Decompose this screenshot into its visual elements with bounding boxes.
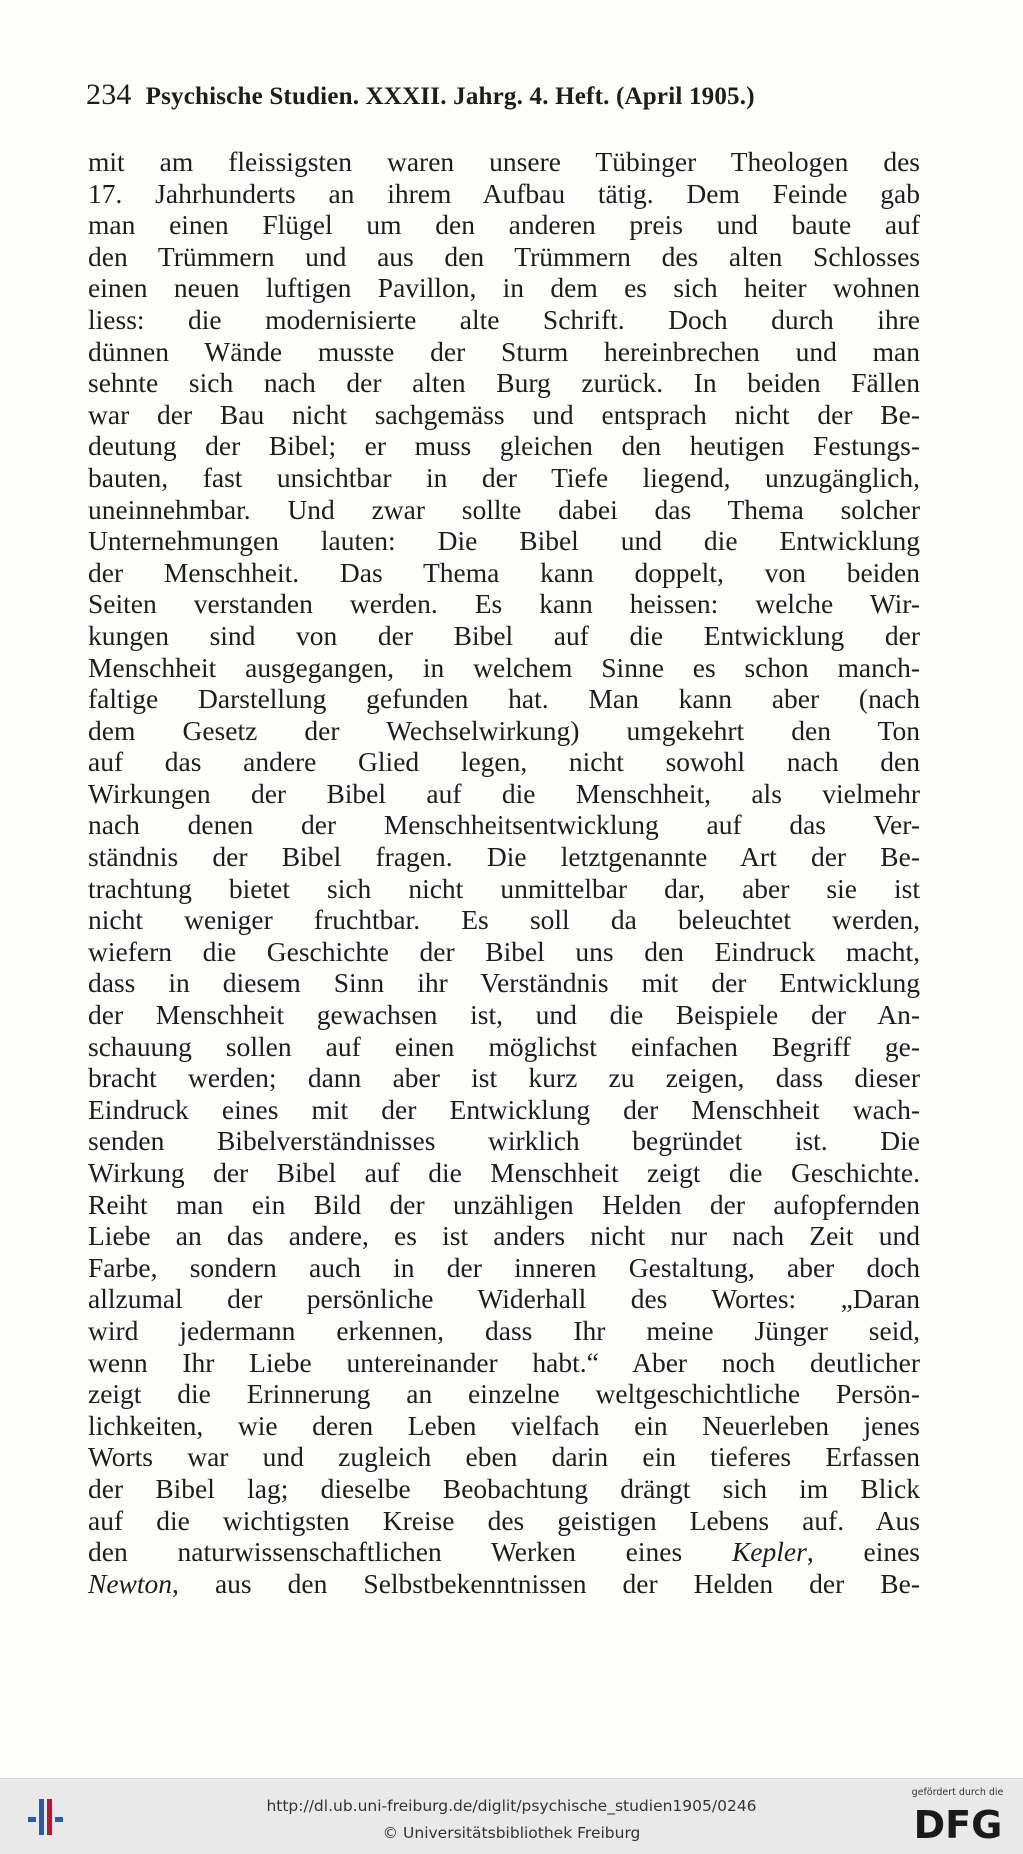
text-line: uneinnehmbar. Und zwar sollte dabei das Thema solcher — [88, 493, 920, 525]
text-line: Wirkungen der Bibel auf die Menschheit, als vielmehr — [88, 777, 920, 809]
dfg-logo-text: DFG — [913, 1803, 1002, 1844]
text-line: wenn Ihr Liebe untereinander habt.“ Aber noch deutlicher — [88, 1346, 920, 1378]
text-line: liess: die modernisierte alte Schrift. Doch durch ihre — [88, 303, 920, 335]
text-line: war der Bau nicht sachgemäss und entsprach nicht der Be- — [88, 398, 920, 430]
text-line: Wirkung der Bibel auf die Menschheit zeigt die Geschichte. — [88, 1157, 920, 1188]
text-line: ständnis der Bibel fragen. Die letztgenannte Art der Be- — [88, 841, 920, 873]
text-line: wird jedermann erkennen, dass Ihr meine Jünger seid, — [88, 1314, 920, 1346]
text-line: dem Gesetz der Wechselwirkung) umgekehrt den Ton — [88, 714, 920, 746]
text-line: dass in diesem Sinn ihr Verständnis mit der Entwicklung — [88, 967, 920, 999]
running-head — [86, 78, 866, 112]
text-line: Reiht man ein Bild der unzähligen Helden der aufopfernden — [88, 1188, 920, 1220]
text-line: faltige Darstellung gefunden hat. Man kann aber (nach — [88, 683, 920, 715]
text-line: den Trümmern und aus den Trümmern des alten Schlosses — [88, 240, 920, 272]
text-line: Seiten verstanden werden. Es kann heissen: welche Wir- — [88, 588, 920, 620]
text-line: bauten, fast unsichtbar in der Tiefe liegend, unzugänglich, — [88, 461, 920, 493]
text-line-46 — [88, 1568, 920, 1600]
text-line: Farbe, sondern auch in der inneren Gestaltung, aber doch — [88, 1251, 920, 1283]
text-line: lichkeiten, wie deren Leben vielfach ein Neuerleben jenes — [88, 1409, 920, 1441]
text-line: der Bibel lag; dieselbe Beobachtung drängt sich im Blick — [88, 1472, 920, 1504]
text-line: auf das andere Glied legen, nicht sowohl nach den — [88, 746, 920, 778]
sponsor-caption: gefördert durch die — [911, 1787, 1004, 1798]
text-line-45 — [88, 1536, 920, 1568]
text-line: sehnte sich nach der alten Burg zurück. In beiden Fällen — [88, 367, 920, 399]
text-line: zeigt die Erinnerung an einzelne weltgeschichtliche Persön- — [88, 1378, 920, 1410]
text-line: bracht werden; dann aber ist kurz zu zeigen, dass dieser — [88, 1062, 920, 1094]
text-line: auf die wichtigsten Kreise des geistigen Lebens auf. Aus — [88, 1504, 920, 1536]
text-line: senden Bibelverständnisses wirklich begründet ist. Die — [88, 1125, 920, 1157]
permalink-link[interactable]: http://dl.ub.uni-freiburg.de/diglit/psychische_studien1905/0246 — [266, 1797, 757, 1815]
text-line: der Menschheit gewachsen ist, und die Beispiele der An- — [88, 999, 920, 1031]
body-text — [88, 146, 920, 1599]
text-line: Menschheit ausgegangen, in welchem Sinne es schon manch- — [88, 651, 920, 683]
italic-name-newton: Newton — [88, 1567, 173, 1599]
text-line: dünnen Wände musste der Sturm hereinbrechen und man — [88, 335, 920, 367]
text-line: schauung sollen auf einen möglichst einfachen Begriff ge- — [88, 1030, 920, 1062]
text-line: Liebe an das andere, es ist anders nicht nur nach Zeit und — [88, 1220, 920, 1252]
line-45-after: , eines — [806, 1536, 920, 1568]
text-line: Worts war und zugleich eben darin ein tieferes Erfassen — [88, 1441, 920, 1473]
text-line: nach denen der Menschheitsentwicklung auf das Ver- — [88, 809, 920, 841]
dfg-logo-icon — [909, 1800, 1007, 1844]
copyright-notice: © Universitätsbibliothek Freiburg — [382, 1824, 641, 1842]
text-line: mit am fleissigsten waren unsere Tübinger Theologen des — [88, 146, 920, 177]
text-line: nicht weniger fruchtbar. Es soll da beleuchtet werden, — [88, 904, 920, 936]
text-line: man einen Flügel um den anderen preis und baute auf — [88, 209, 920, 241]
text-line: wiefern die Geschichte der Bibel uns den Eindruck macht, — [88, 935, 920, 967]
text-line: der Menschheit. Das Thema kann doppelt, von beiden — [88, 556, 920, 588]
text-line: allzumal der persönliche Widerhall des Wortes: „Daran — [88, 1283, 920, 1315]
viewer-footer — [0, 1778, 1023, 1854]
text-line: einen neuen luftigen Pavillon, in dem es sich heiter wohnen — [88, 272, 920, 304]
text-line: Unternehmungen lauten: Die Bibel und die Entwicklung — [88, 525, 920, 557]
text-line: Eindruck eines mit der Entwicklung der Menschheit wach- — [88, 1093, 920, 1125]
text-line: kungen sind von der Bibel auf die Entwicklung der — [88, 619, 920, 651]
line-46-after: , aus den Selbstbekenntnissen der Helden der Be- — [172, 1567, 920, 1599]
sponsor-block — [900, 1787, 1015, 1849]
text-line: trachtung bietet sich nicht unmittelbar dar, aber sie ist — [88, 872, 920, 904]
italic-name-kepler: Kepler — [731, 1536, 807, 1568]
running-title: Psychische Studien. XXXII. Jahrg. 4. Heft. (April 1905.) — [145, 83, 755, 110]
page-number: 234 — [86, 78, 132, 111]
line-45-before: den naturwissenschaftlichen Werken eines — [88, 1536, 732, 1568]
text-line: deutung der Bibel; er muss gleichen den heutigen Festungs- — [88, 430, 920, 462]
text-line: 17. Jahrhunderts an ihrem Aufbau tätig. Dem Feinde gab — [88, 177, 920, 209]
text-lines — [88, 146, 920, 1536]
